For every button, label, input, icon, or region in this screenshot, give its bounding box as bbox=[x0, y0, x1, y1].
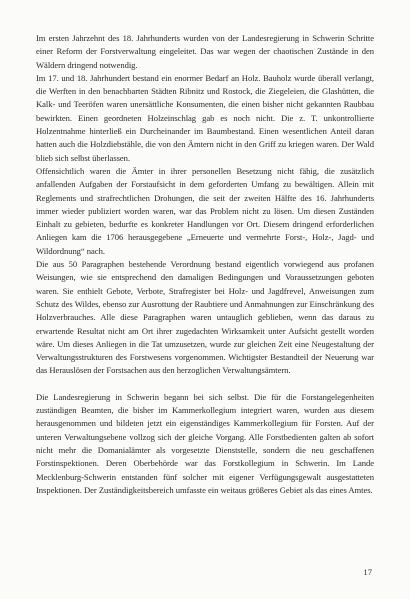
paragraph-3: Offensichtlich waren die Ämter in ihrer personellen Besetzung nicht fähig, die zusätzlich anfallenden Aufgaben der Forstaufsicht in dem geforderten Umfang zu bewältigen. Allein mit Reglements und strafrechtlichen Drohungen, die seit der zweiten Hälfte des 16. Jahrhunderts immer wieder publiziert worden waren, war das Problem nicht zu lösen. Um diesen Zuständen Einhalt zu gebieten, bedurfte es konkreter Handlungen vor Ort. Diesem dringend erforderlichen Anliegen kam die 1706 herausgegebene „Erneuerte und vermehrte Forst-, Holz-, Jagd- und Wildordnung“ nach. bbox=[36, 165, 374, 256]
section-gap bbox=[36, 378, 374, 391]
paragraph-5: Die Landesregierung in Schwerin begann bei sich selbst. Die für die Forstangelegenheiten zuständigen Beamten, die bisher im Kammerkollegium integriert waren, wurden aus diesem herausgenommen und bildeten jetzt ein eigenständiges Kammerkollegium für Forsten. Auf der unteren Verwaltungsebene vollzog sich der gleiche Vorgang. Alle Forstbedienten galten ab sofort nicht mehr die Domanialämter als vorgesetzte Dienststelle, sondern die neu geschaffenen Forstinspektionen. Deren Oberbehörde war das Forstkollegium in Schwerin. Im Lande Mecklenburg-Schwerin entstanden fünf solcher mit eigener Verfügungsgewalt ausgestatteten Inspektionen. Der Zuständigkeitsbereich umfasste ein weitaus größeres Gebiet als das eines Amtes. bbox=[36, 391, 374, 495]
paragraph-2: Im 17. und 18. Jahrhundert bestand ein enormer Bedarf an Holz. Bauholz wurde überall verlangt, die Werften in den benachbarten Städten Ribnitz und Rostock, die Ziegeleien, die Glashütten, die Kalk- und Teeröfen waren unersättliche Konsumenten, die einen bisher nicht gekannten Raubbau bewirkten. Einen geordneten Holzeinschlag gab es noch nicht. Die z. T. unkontrollierte Holzentnahme hinterließ ein Durcheinander im Baumbestand. Einen wesentlichen Anteil daran hatten auch die Holzdiebstähle, die von den Ämtern nicht in den Griff zu kriegen waren. Der Wald blieb sich selbst überlassen. bbox=[36, 72, 374, 163]
text-page bbox=[36, 32, 374, 562]
paragraph-4: Die aus 50 Paragraphen bestehende Verordnung bestand eigentlich vorwiegend aus profanen Weisungen, wie sie entsprechend den damaligen Bedingungen und Voraussetzungen geboten waren. Sie enthielt Gebote, Verbote, Strafregister bei Holz- und Jagdfrevel, Anweisungen zum Schutz des Wildes, ebenso zur Ausrottung der Raubtiere und Anmahnungen zur Einschränkung des Holzverbrauches. Alle diese Paragraphen waren untauglich geblieben, wenn das daraus zu erwartende Resultat nicht am Ort ihrer zugedachten Wirksamkeit unter Aufsicht gestellt worden wäre. Um dieses Anliegen in die Tat umzusetzen, wurde zur gleichen Zeit eine Neugestaltung der Verwaltungsstrukturen des Forstwesens vorgenommen. Wichtigster Bestandteil der Neuerung war das Herauslösen der Forstsachen aus den herzoglichen Verwaltungsämtern. bbox=[36, 259, 374, 376]
paragraph-1: Im ersten Jahrzehnt des 18. Jahrhunderts wurden von der Landesregierung in Schwerin Schritte einer Reform der Forstverwaltung eingeleitet. Das war wegen der chaotischen Zustände in den Wäldern dringend notwendig. bbox=[36, 33, 374, 70]
page-number: 17 bbox=[363, 567, 372, 577]
